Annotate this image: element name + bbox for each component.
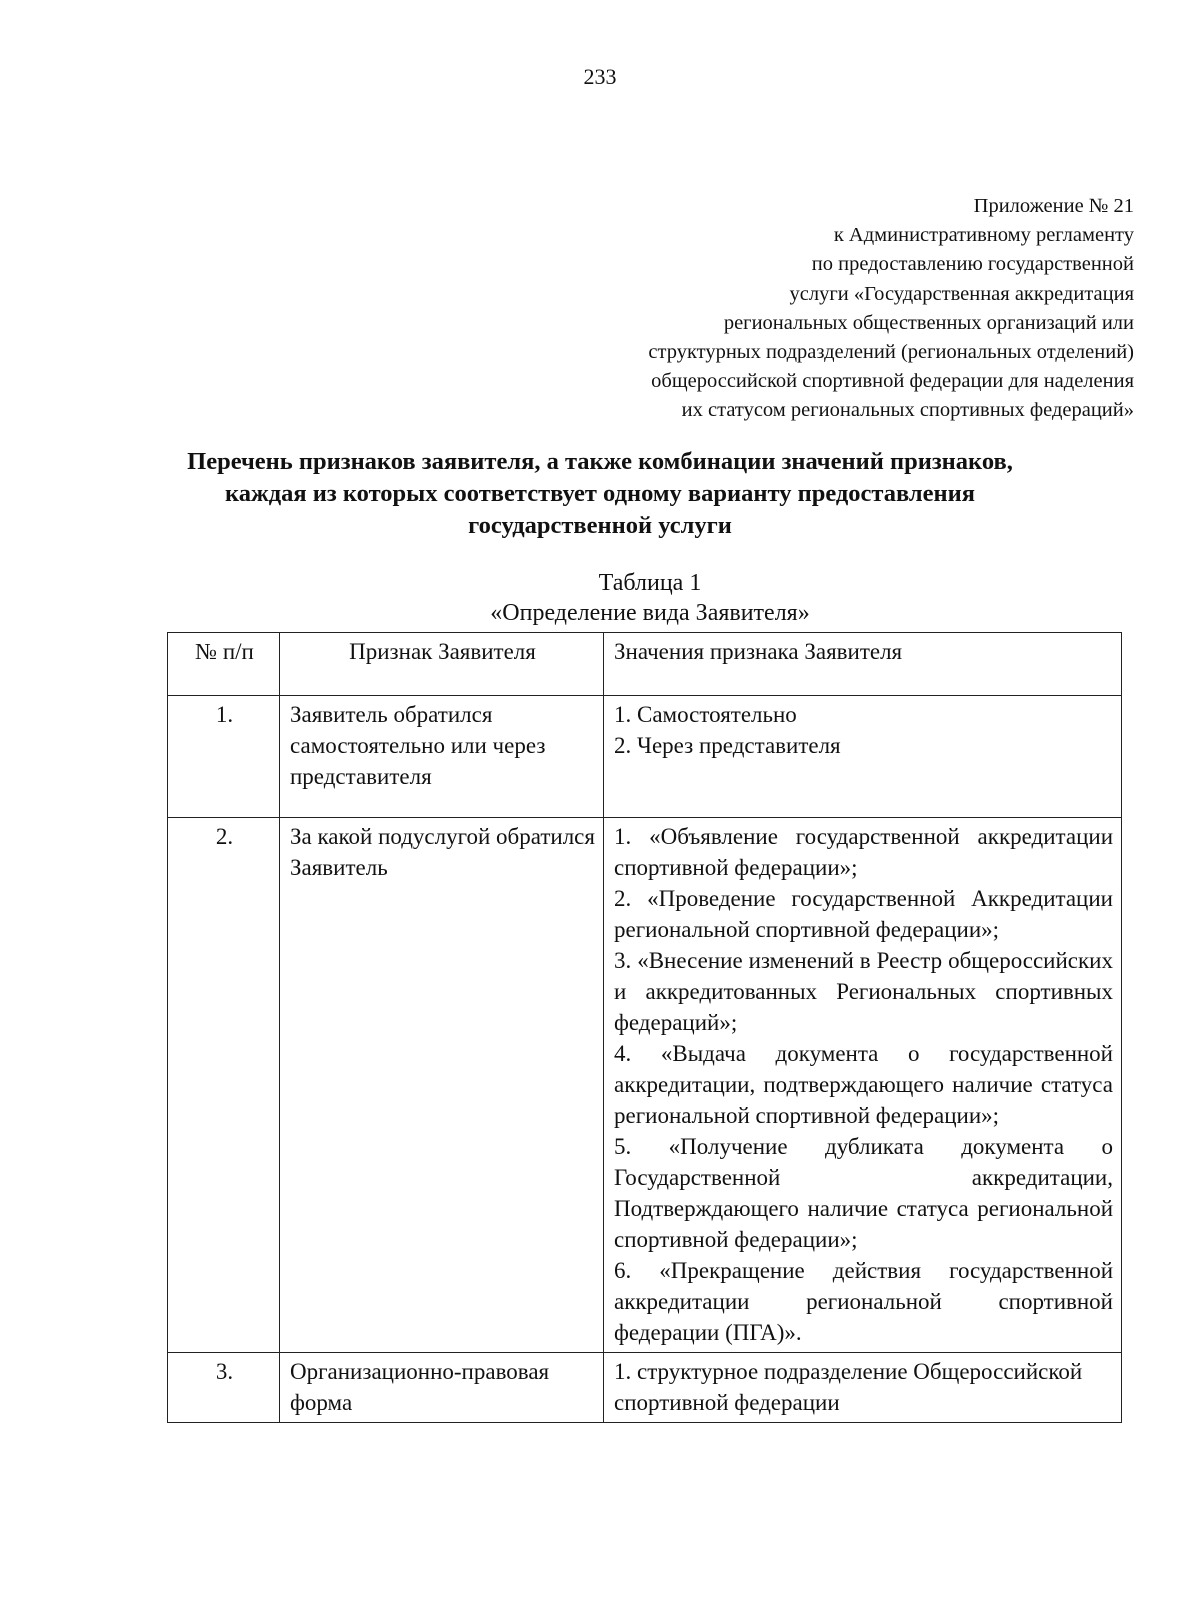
title-line: государственной услуги [468, 512, 732, 539]
title-line: Перечень признаков заявителя, а также комбинации значений признаков, [187, 448, 1013, 475]
appendix-line: общероссийской спортивной федерации для наделения [651, 370, 1134, 393]
appendix-line: к Административному регламенту [833, 224, 1134, 247]
table-row [168, 696, 1122, 818]
value-item: 1. Самостоятельно [614, 702, 797, 727]
appendix-line: их статусом региональных спортивных федераций» [681, 399, 1134, 422]
table-caption [0, 568, 1200, 628]
appendix-line: Приложение № 21 [973, 195, 1134, 217]
value-item: 4. «Выдача документа о государственной аккредитации, подтверждающего наличие статуса региональной спортивной федерации»; [614, 1041, 1113, 1128]
value-item: 1. «Объявление государственной аккредитации спортивной федерации»; [614, 824, 1113, 880]
row-attribute: Организационно-правовая форма [280, 1353, 604, 1423]
header-values: Значения признака Заявителя [604, 633, 1122, 696]
value-item: 3. «Внесение изменений в Реестр общероссийских и аккредитованных Региональных спортивных федераций»; [614, 948, 1113, 1035]
table-label: Таблица 1 [598, 570, 702, 596]
row-num: 2. [168, 818, 280, 1353]
table-row [168, 818, 1122, 1353]
table-name: «Определение вида Заявителя» [490, 600, 810, 626]
row-values [604, 1353, 1122, 1423]
header-attribute: Признак Заявителя [280, 633, 604, 696]
appendix-line: региональных общественных организаций или [723, 311, 1134, 334]
value-item: 2. Через представителя [614, 733, 841, 758]
row-values [604, 818, 1122, 1353]
value-item: 2. «Проведение государственной Аккредитации региональной спортивной федерации»; [614, 886, 1113, 942]
value-item: 1. структурное подразделение Общероссийской спортивной федерации [614, 1359, 1083, 1415]
value-item: 5. «Получение дубликата документа о Государственной аккредитации, Подтверждающего наличие статуса региональной спортивной федерации»; [614, 1134, 1113, 1252]
row-attribute: За какой подуслугой обратился Заявитель [280, 818, 604, 1353]
row-num: 3. [168, 1353, 280, 1423]
row-num: 1. [168, 696, 280, 818]
appendix-header [514, 192, 1134, 426]
title-line: каждая из которых соответствует одному варианту предоставления [224, 480, 976, 507]
row-values [604, 696, 1122, 818]
row-attribute: Заявитель обратился самостоятельно или через представителя [280, 696, 604, 818]
header-num: № п/п [168, 633, 280, 696]
appendix-line: структурных подразделений (региональных отделений) [648, 341, 1134, 364]
applicant-attributes-table [167, 632, 1122, 1423]
document-title [150, 446, 1050, 542]
appendix-line: по предоставлению государственной [811, 253, 1134, 276]
table-header-row [168, 633, 1122, 696]
value-item: 6. «Прекращение действия государственной аккредитации региональной спортивной федерации (ПГА)». [614, 1258, 1113, 1345]
appendix-line: услуги «Государственная аккредитация [789, 282, 1134, 305]
table-row [168, 1353, 1122, 1423]
page-number: 233 [583, 64, 617, 89]
